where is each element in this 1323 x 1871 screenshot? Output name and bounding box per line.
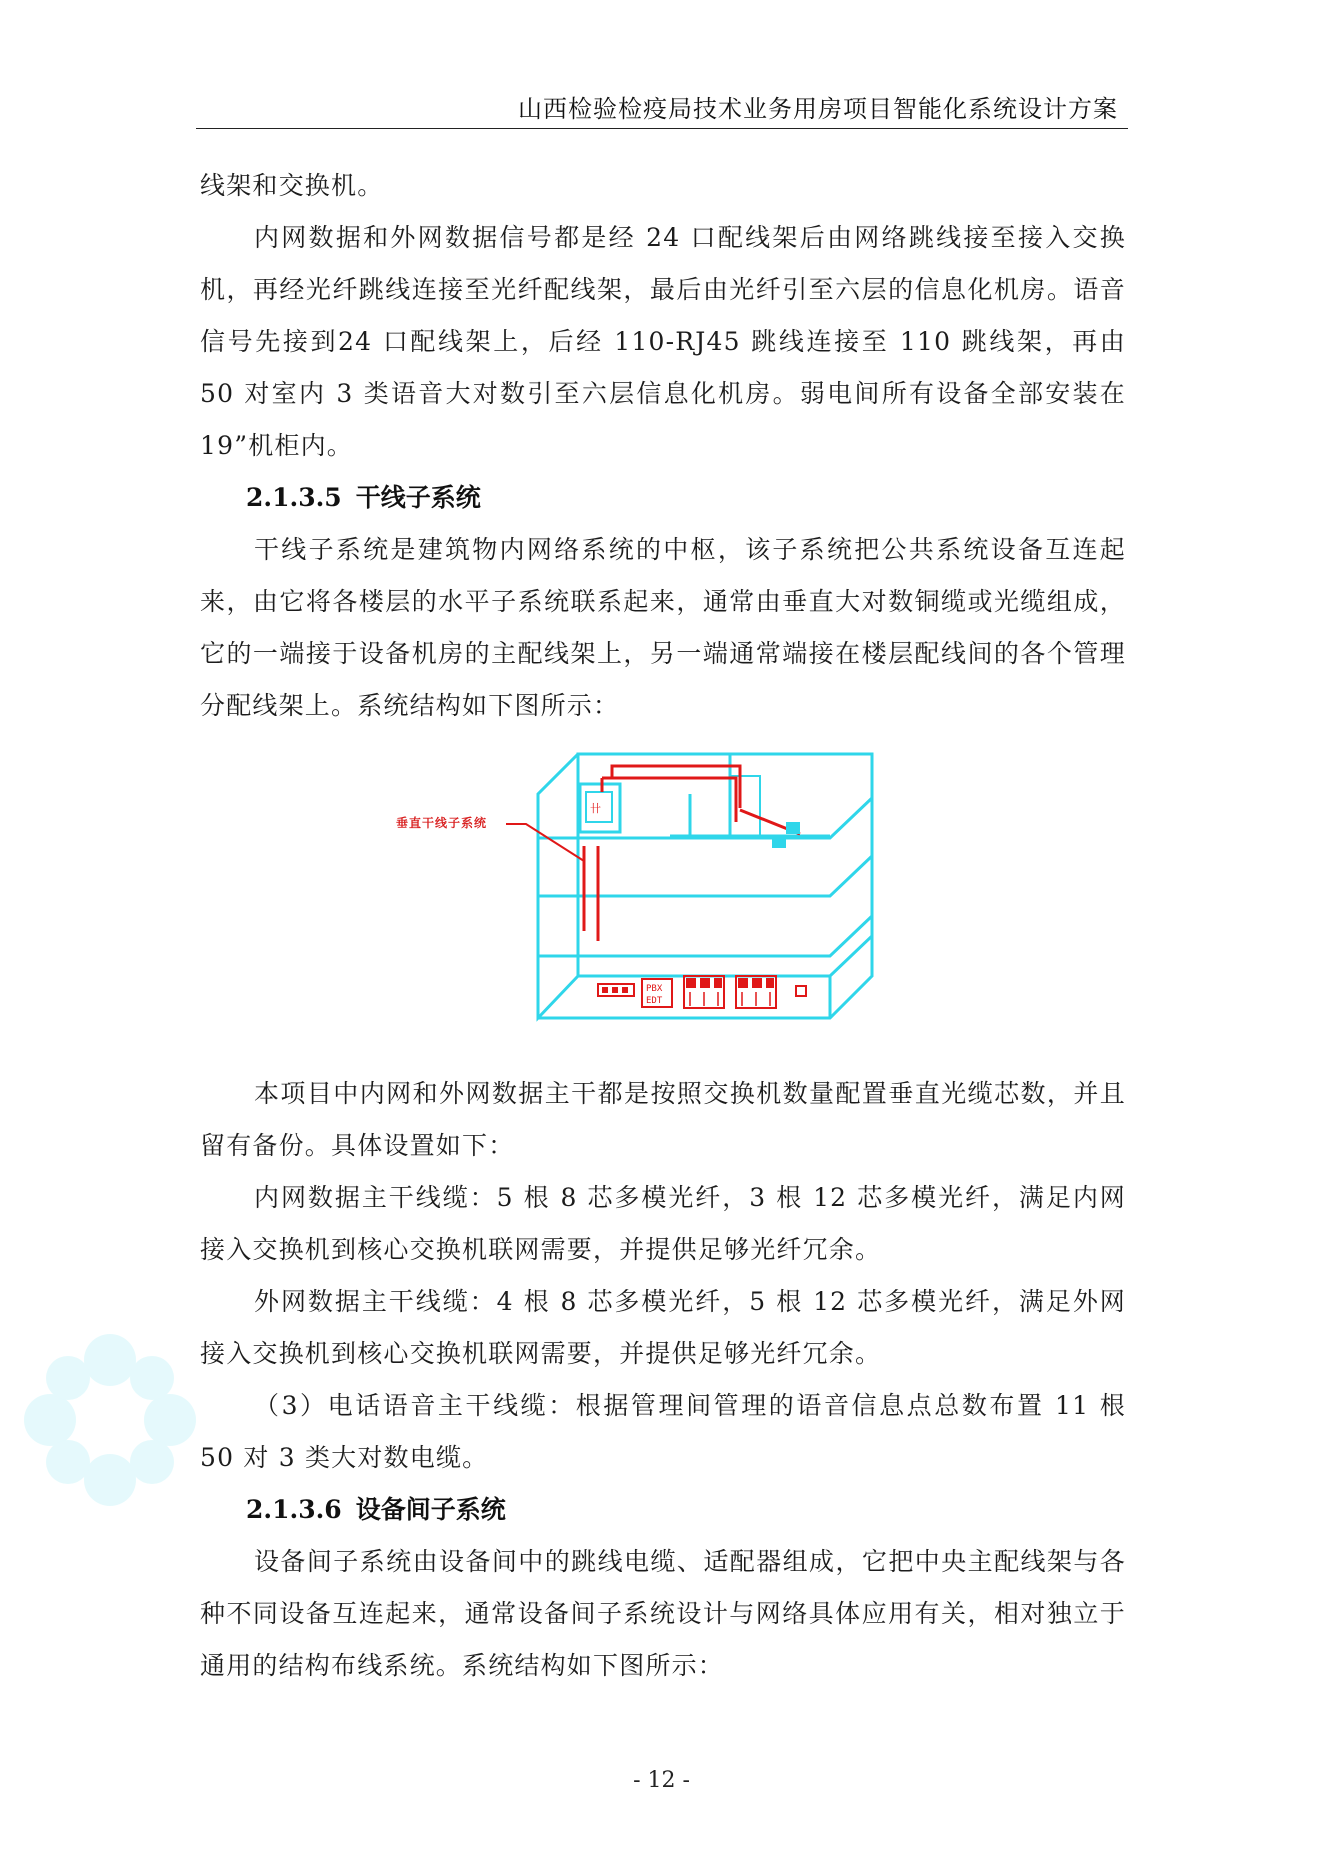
- backbone-label: 垂直干线子系统: [396, 816, 488, 830]
- section-number: 2.1.3.6: [246, 1495, 342, 1524]
- paragraph: （3）电话语音主干线缆：根据管理间管理的语音信息点总数布置 11 根 50 对 3 类大对数电缆。: [200, 1391, 1126, 1472]
- header-title: 山西检验检疫局技术业务用房项目智能化系统设计方案: [518, 95, 1118, 123]
- pbx-label: PBX: [646, 984, 663, 994]
- section-heading: [200, 472, 1126, 524]
- backbone-diagram: [200, 736, 1126, 1056]
- paragraph: 内网数据主干线缆：5 根 8 芯多模光纤，3 根 12 芯多模光纤，满足内网接入交换机到核心交换机联网需要，并提供足够光纤冗余。: [200, 1183, 1126, 1264]
- svg-text:卄: 卄: [590, 802, 601, 815]
- page-content: [200, 160, 1126, 1692]
- building-cabling-svg: [200, 736, 1126, 1056]
- section-heading: [200, 1484, 1126, 1536]
- paragraph: 本项目中内网和外网数据主干都是按照交换机数量配置垂直光缆芯数，并且留有备份。具体设置如下：: [200, 1079, 1126, 1160]
- paragraph: 干线子系统是建筑物内网络系统的中枢，该子系统把公共系统设备互连起来，由它将各楼层的水平子系统联系起来，通常由垂直大对数铜缆或光缆组成，它的一端接于设备机房的主配线架上，另一端通常端接在楼层配线间的各个管理分配线架上。系统结构如下图所示：: [200, 535, 1126, 720]
- page-number: - 12 -: [633, 1768, 690, 1793]
- section-title: 干线子系统: [355, 483, 481, 512]
- paragraph: 设备间子系统由设备间中的跳线电缆、适配器组成，它把中央主配线架与各种不同设备互连起来，通常设备间子系统设计与网络具体应用有关，相对独立于通用的结构布线系统。系统结构如下图所示：: [200, 1547, 1126, 1680]
- paragraph: 外网数据主干线缆：4 根 8 芯多模光纤，5 根 12 芯多模光纤，满足外网接入交换机到核心交换机联网需要，并提供足够光纤冗余。: [200, 1287, 1126, 1368]
- page-header: [196, 92, 1128, 129]
- watermark-flower-icon: [10, 1320, 210, 1520]
- section-number: 2.1.3.5: [246, 483, 342, 512]
- edt-label: EDT: [646, 996, 663, 1006]
- paragraph: 线架和交换机。: [200, 171, 384, 200]
- section-title: 设备间子系统: [355, 1495, 506, 1524]
- paragraph: 内网数据和外网数据信号都是经 24 口配线架后由网络跳线接至接入交换机，再经光纤跳线连接至光纤配线架，最后由光纤引至六层的信息化机房。语音信号先接到24 口配线架上，后经 110-RJ45 跳线连接至 110 跳线架，再由 50 对室内 3 类语音大对数引至六层信息化机房。弱电间所有设备全部安装在 19”机柜内。: [200, 223, 1126, 460]
